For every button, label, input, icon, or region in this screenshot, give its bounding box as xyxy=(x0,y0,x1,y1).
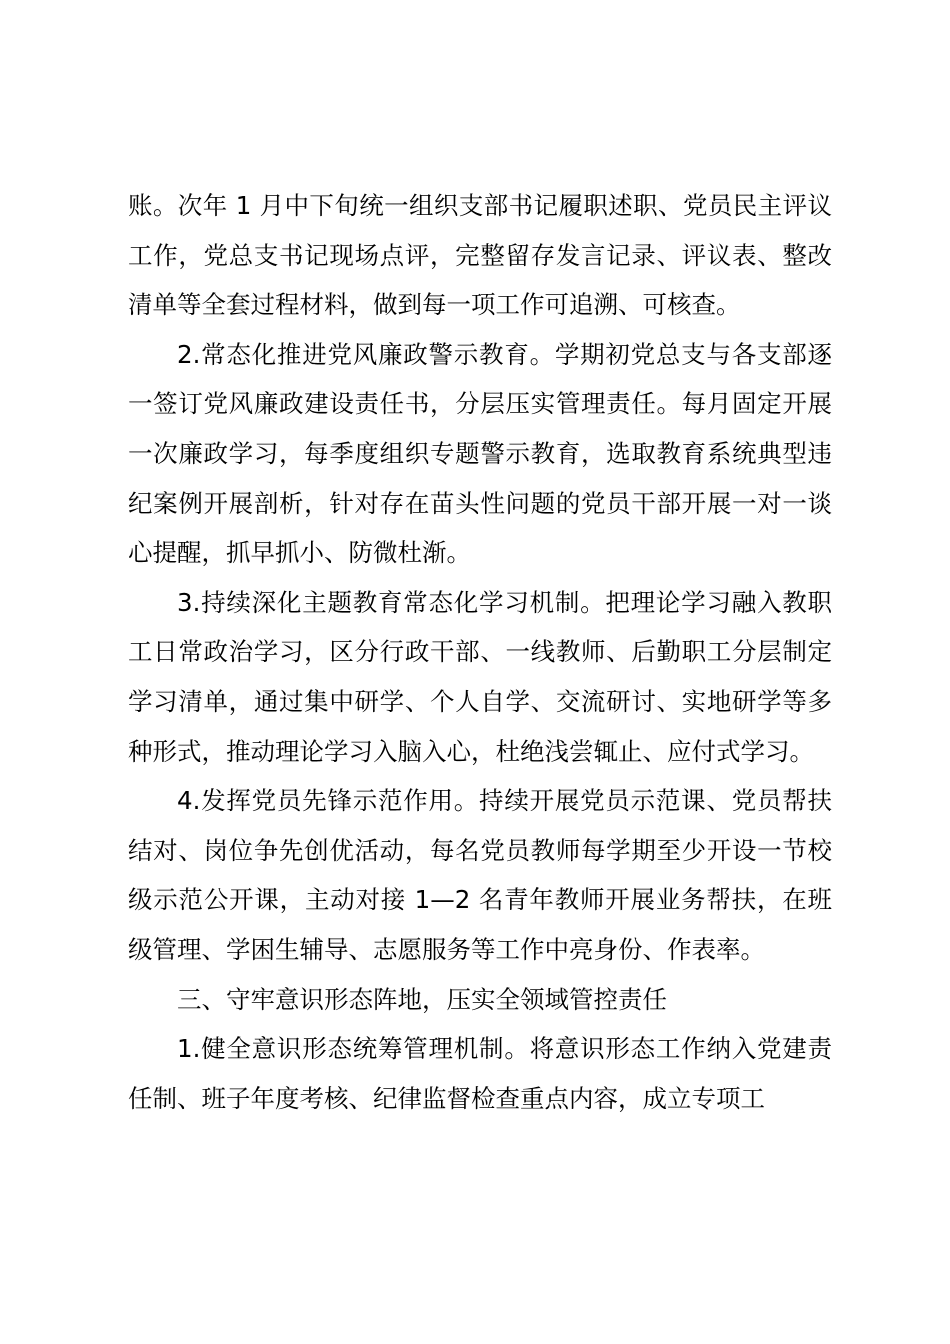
paragraph-item-1: 1.健全意识形态统筹管理机制。将意识形态工作纳入党建责任制、班子年度考核、纪律监督检查重点内容，成立专项工 xyxy=(128,1034,832,1113)
paragraph-item-2: 2.常态化推进党风廉政警示教育。学期初党总支与各支部逐一签订党风廉政建设责任书，分层压实管理责任。每月固定开展一次廉政学习，每季度组织专题警示教育，选取教育系统典型违纪案例开展剖析，针对存在苗头性问题的党员干部开展一对一谈心提醒，抓早抓小、防微杜渐。 xyxy=(128,339,832,568)
paragraph-item-4: 4.发挥党员先锋示范作用。持续开展党员示范课、党员帮扶结对、岗位争先创优活动，每名党员教师每学期至少开设一节校级示范公开课，主动对接 1—2 名青年教师开展业务帮扶，在班级管理、学困生辅导、志愿服务等工作中亮身份、作表率。 xyxy=(128,786,832,964)
paragraph-continuation: 账。次年 1 月中下旬统一组织支部书记履职述职、党员民主评议工作，党总支书记现场点评，完整留存发言记录、评议表、整改清单等全套过程材料，做到每一项工作可追溯、可核查。 xyxy=(128,191,832,320)
paragraph-item-3: 3.持续深化主题教育常态化学习机制。把理论学习融入教职工日常政治学习，区分行政干部、一线教师、后勤职工分层制定学习清单，通过集中研学、个人自学、交流研讨、实地研学等多种形式，推动理论学习入脑入心，杜绝浅尝辄止、应付式学习。 xyxy=(128,587,832,766)
document-body xyxy=(128,181,832,1123)
section-heading-3: 三、守牢意识形态阵地，压实全领域管控责任 xyxy=(177,984,667,1014)
